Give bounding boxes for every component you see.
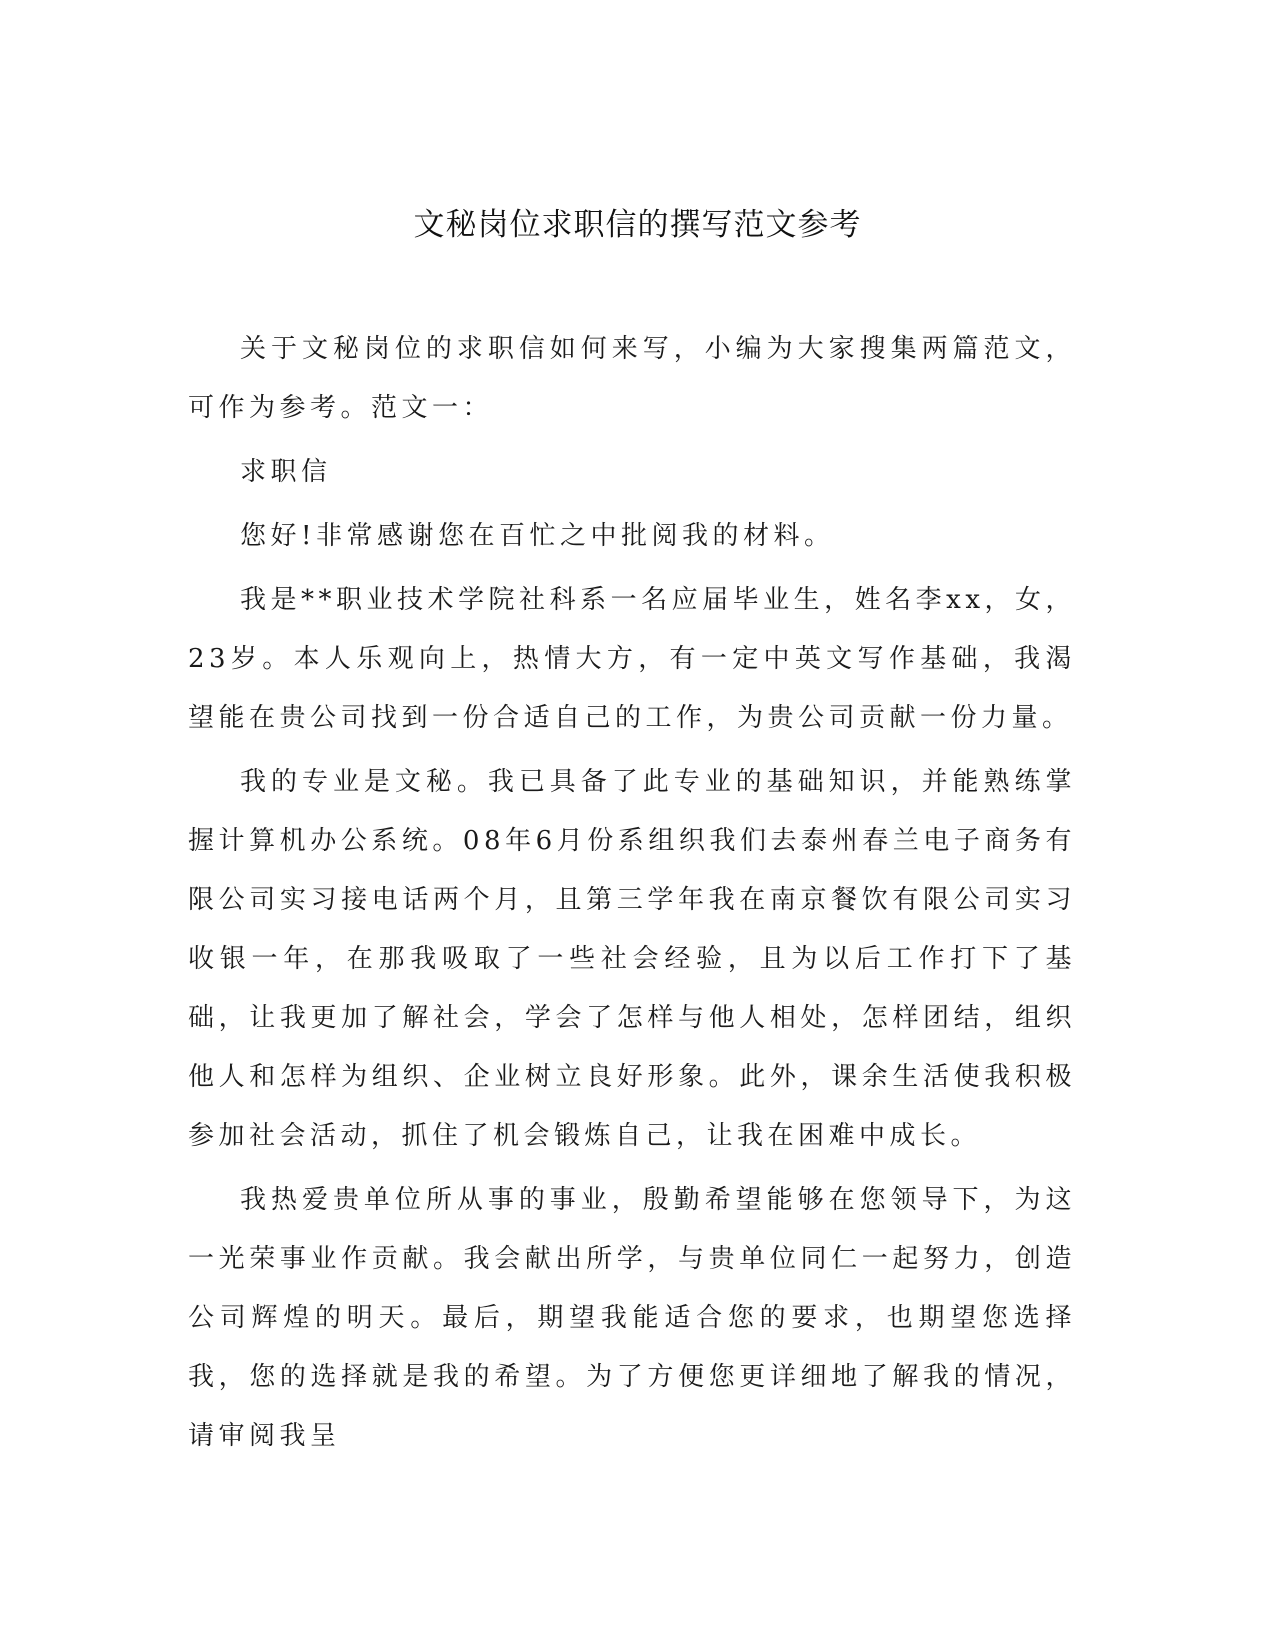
paragraph-self-introduction: 我是**职业技术学院社科系一名应届毕业生，姓名李xx，女，23岁。本人乐观向上，热情大方，有一定中英文写作基础，我渴望能在贵公司找到一份合适自己的工作，为贵公司贡献一份力量。 [188,585,1076,733]
paragraph-experience: 我的专业是文秘。我已具备了此专业的基础知识，并能熟练掌握计算机办公系统。08年6月份系组织我们去泰州春兰电子商务有限公司实习接电话两个月，且第三学年我在南京餐饮有限公司实习收银一年，在那我吸取了一些社会经验，且为以后工作打下了基础，让我更加了解社会，学会了怎样与他人相处，怎样团结，组织他人和怎样为组织、企业树立良好形象。此外，课余生活使我积极参加社会活动，抓住了机会锻炼自己，让我在困难中成长。 [188,767,1076,1151]
paragraph-letter-heading: 求职信 [240,457,332,487]
paragraph-intro: 关于文秘岗位的求职信如何来写，小编为大家搜集两篇范文，可作为参考。范文一： [188,334,1076,423]
paragraph-greeting: 您好!非常感谢您在百忙之中批阅我的材料。 [240,521,835,551]
document-title: 文秘岗位求职信的撰写范文参考 [413,207,862,243]
document-body [188,320,1076,1466]
paragraph-closing: 我热爱贵单位所从事的事业，殷勤希望能够在您领导下，为这一光荣事业作贡献。我会献出所学，与贵单位同仁一起努力，创造公司辉煌的明天。最后，期望我能适合您的要求，也期望您选择我，您的选择就是我的希望。为了方便您更详细地了解我的情况，请审阅我呈 [188,1185,1076,1451]
